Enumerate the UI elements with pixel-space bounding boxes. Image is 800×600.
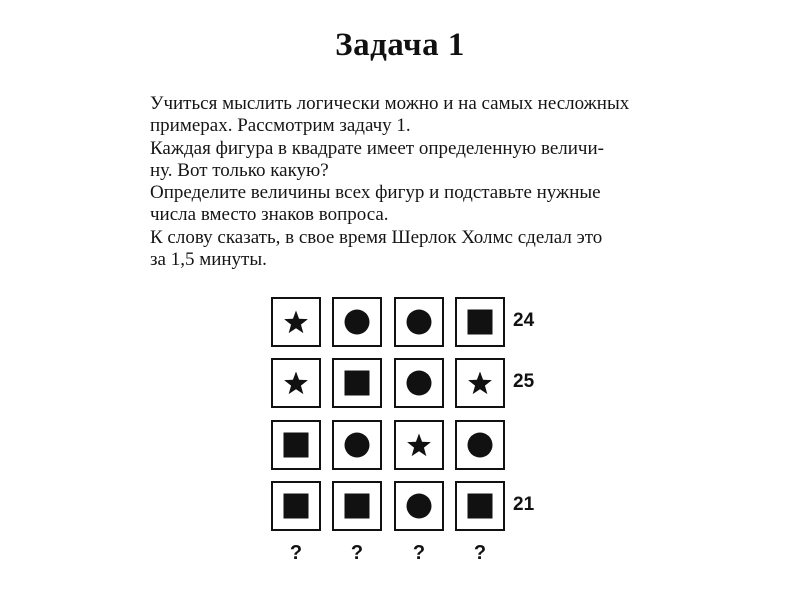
- puzzle-cell: [332, 481, 382, 531]
- puzzle-cell: [394, 481, 444, 531]
- puzzle-cell: [271, 420, 321, 470]
- puzzle-cell: [271, 481, 321, 531]
- puzzle-cell: [271, 297, 321, 347]
- text-line: Учиться мыслить логически можно и на самых несложных: [150, 93, 630, 114]
- circle-icon: [396, 483, 442, 529]
- circle-icon: [396, 360, 442, 406]
- text-line: Каждая фигура в квадрате имеет определенную величи-: [150, 137, 604, 159]
- square-icon: [334, 483, 380, 529]
- puzzle-grid: [271, 297, 611, 577]
- circle-icon: [396, 299, 442, 345]
- puzzle-cell: [394, 297, 444, 347]
- row-sum: 21: [513, 494, 535, 515]
- puzzle-cell: [332, 358, 382, 408]
- circle-icon: [334, 422, 380, 468]
- row-sum: 25: [513, 371, 535, 392]
- text-line: Определите величины всех фигур и подставьте нужные: [150, 182, 601, 204]
- puzzle-cell: [455, 297, 505, 347]
- star-icon: [273, 299, 319, 345]
- puzzle-cell: [332, 297, 382, 347]
- text-line: примерах. Рассмотрим задачу 1.: [150, 115, 411, 137]
- circle-icon: [334, 299, 380, 345]
- square-icon: [457, 483, 503, 529]
- text-line: за 1,5 минуты.: [150, 249, 267, 271]
- puzzle-cell: [271, 358, 321, 408]
- column-sum: ?: [350, 542, 364, 564]
- puzzle-cell: [394, 420, 444, 470]
- square-icon: [457, 299, 503, 345]
- column-sum: ?: [473, 542, 487, 564]
- puzzle-cell: [332, 420, 382, 470]
- puzzle-cell: [394, 358, 444, 408]
- square-icon: [273, 422, 319, 468]
- task-description: [150, 93, 660, 271]
- text-line: числа вместо знаков вопроса.: [150, 204, 389, 226]
- puzzle-cell: [455, 481, 505, 531]
- puzzle-cell: [455, 358, 505, 408]
- column-sum: ?: [412, 542, 426, 564]
- text-line: К слову сказать, в свое время Шерлок Холмс сделал это: [150, 226, 603, 248]
- text-line: ну. Вот только какую?: [150, 159, 329, 181]
- row-sum: 24: [513, 310, 535, 331]
- star-icon: [457, 360, 503, 406]
- square-icon: [273, 483, 319, 529]
- puzzle-cell: [455, 420, 505, 470]
- page-title: Задача 1: [335, 27, 465, 63]
- square-icon: [334, 360, 380, 406]
- column-sum: ?: [289, 542, 303, 564]
- circle-icon: [457, 422, 503, 468]
- star-icon: [273, 360, 319, 406]
- star-icon: [396, 422, 442, 468]
